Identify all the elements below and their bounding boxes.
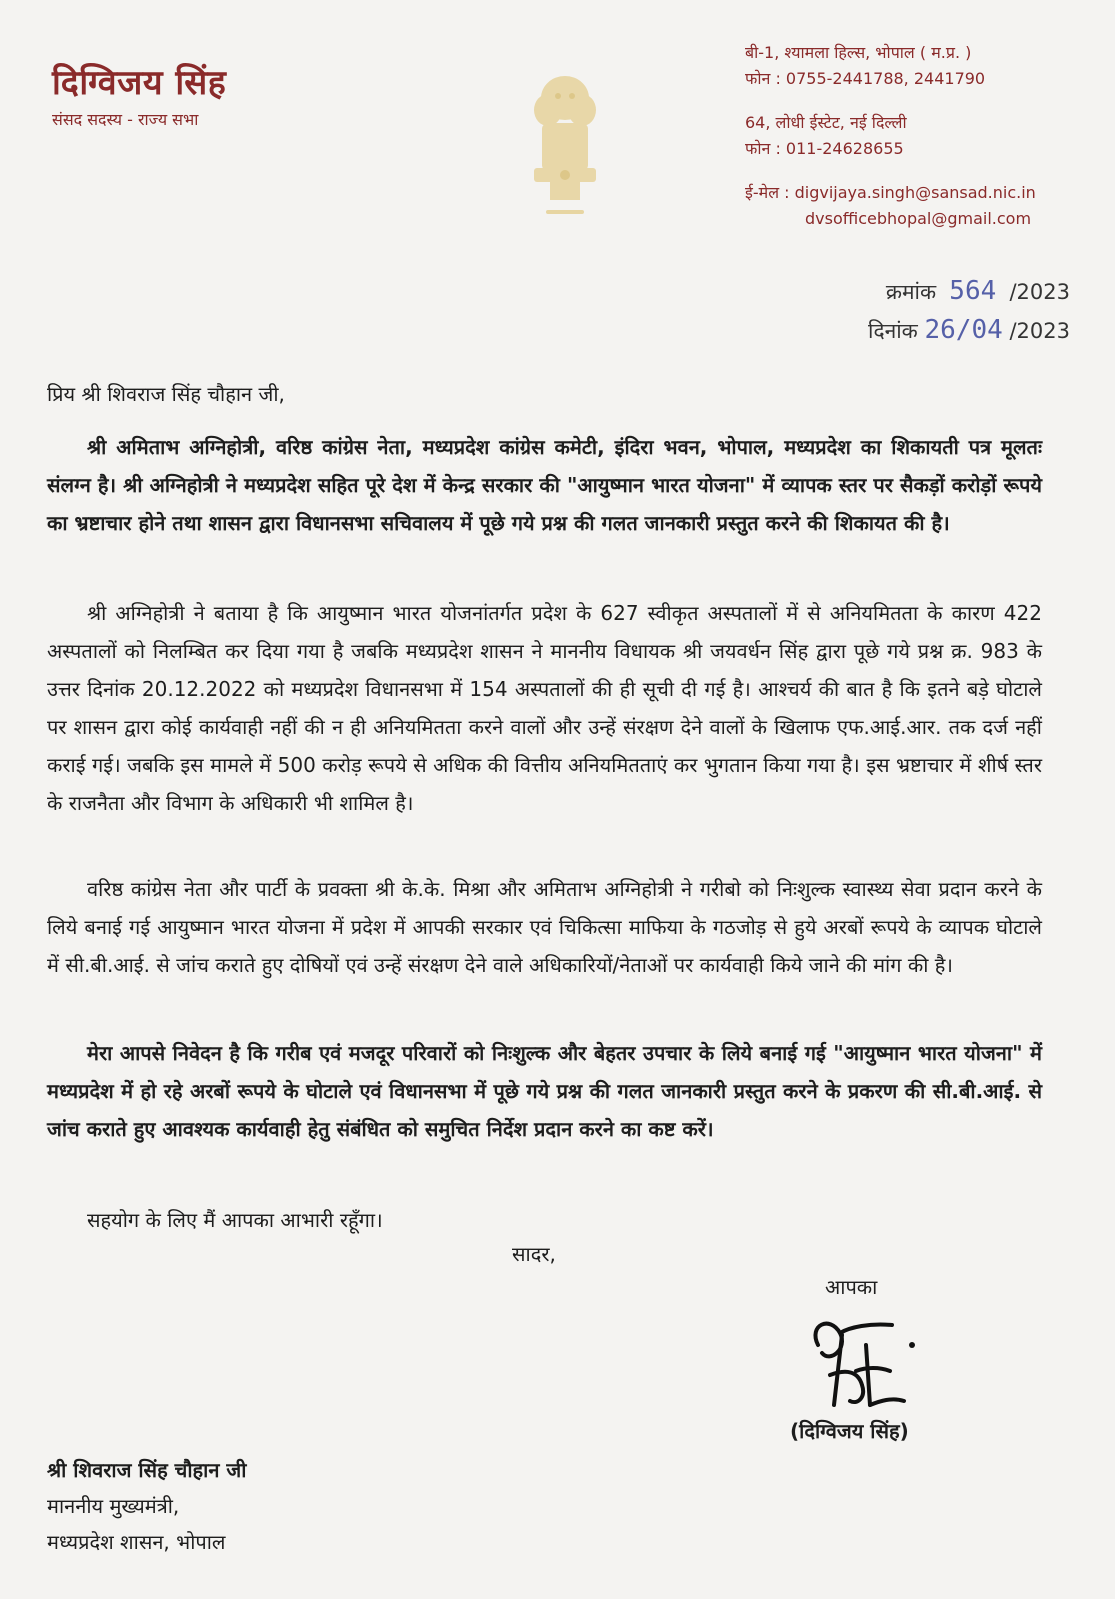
paragraph-demand: वरिष्ठ कांग्रेस नेता और पार्टी के प्रवक्ता श्री के.के. मिश्रा और अमिताभ अग्निहोत्री ने गरीबो को निःशुल्क स्वास्थ्य सेवा प्रदान करने के लिये बनाई गई आयुष्मान भारत योजना में प्रदेश में आपकी सरकार एवं चिकित्सा माफिया के गठजोड़ से हुये अरबों रूपये के व्यापक घोटाले में सी.बी.आई. से जांच कराते हुए दोषियों एवं उन्हें संरक्षण देने वाले अधिकारियों/नेताओं पर कार्यवाही किये जाने की मांग की है। — [47, 877, 1042, 977]
addressee-block — [47, 1452, 246, 1560]
email-secondary: dvsofficebhopal@gmail.com — [805, 209, 1032, 228]
email-primary: ई-मेल : digvijaya.singh@sansad.nic.in — [745, 183, 1036, 202]
signature-icon — [800, 1305, 930, 1415]
reference-number-value: 564 — [949, 276, 997, 306]
reference-date-value: 26/04 — [924, 315, 1003, 345]
contact-block — [745, 40, 1095, 232]
reference-date — [800, 311, 1070, 350]
paragraph-complaint: श्री अमिताभ अग्निहोत्री, वरिष्ठ कांग्रेस नेता, मध्यप्रदेश कांग्रेस कमेटी, इंदिरा भवन, भोपाल, मध्यप्रदेश का शिकायती पत्र मूलतः संलग्न है। श्री अग्निहोत्री ने मध्यप्रदेश सहित पूरे देश में केन्द्र सरकार की "आयुष्मान भारत योजना" में व्यापक स्तर पर सैकड़ों करोड़ों रूपये का भ्रष्टाचार होने तथा शासन द्वारा विधानसभा सचिवालय में पूछे गये प्रश्न की गलत जानकारी प्रस्तुत करने की शिकायत की है। — [47, 435, 1042, 535]
reference-block — [800, 272, 1070, 350]
addressee-designation: माननीय मुख्यमंत्री, — [47, 1494, 180, 1518]
reference-number — [800, 272, 1070, 311]
delhi-address: 64, लोधी ईस्टेट, नई दिल्ली — [745, 113, 907, 132]
reference-number-suffix: /2023 — [1009, 280, 1070, 304]
addressee-name: श्री शिवराज सिंह चौहान जी — [47, 1458, 247, 1482]
salutation: प्रिय श्री शिवराज सिंह चौहान जी, — [47, 382, 285, 406]
paragraph-details: श्री अग्निहोत्री ने बताया है कि आयुष्मान भारत योजनांतर्गत प्रदेश के 627 स्वीकृत अस्पतालों में से अनियमितता के कारण 422 अस्पतालों को निलम्बित कर दिया गया है जबकि मध्यप्रदेश शासन ने माननीय विधायक श्री जयवर्धन सिंह द्वारा पूछे गये प्रश्न क्र. 983 के उत्तर दिनांक 20.12.2022 को मध्यप्रदेश विधानसभा में 154 अस्पतालों की ही सूची दी गई है। आश्चर्य की बात है कि इतने बड़े घोटाले पर शासन द्वारा कोई कार्यवाही नहीं की न ही अनियमितता करने वालों और उन्हें संरक्षण देने वालों के खिलाफ एफ.आई.आर. तक दर्ज नहीं कराई गई। जबकि इस मामले में 500 करोड़ रूपये से अधिक की वित्तीय अनियमितताएं कर भुगतान किया गया है। इस भ्रष्टाचार में शीर्ष स्तर के राजनैता और विभाग के अधिकारी भी शामिल है। — [47, 601, 1042, 815]
thanks-line: सहयोग के लिए मैं आपका आभारी रहूँगा। — [87, 1208, 383, 1232]
reference-number-label: क्रमांक — [885, 280, 937, 304]
closing-yours: आपका — [825, 1275, 878, 1299]
sender-name: दिग्विजय सिंह — [52, 63, 227, 103]
sender-designation: संसद सदस्य - राज्य सभा — [52, 110, 199, 129]
national-emblem-icon — [520, 68, 610, 228]
signer-name: (दिग्विजय सिंह) — [790, 1419, 909, 1443]
bhopal-phone: फोन : 0755-2441788, 2441790 — [745, 69, 986, 88]
sadar-line: सादर, — [512, 1242, 556, 1266]
reference-date-label: दिनांक — [868, 319, 918, 343]
reference-date-suffix: /2023 — [1009, 319, 1070, 343]
addressee-office: मध्यप्रदेश शासन, भोपाल — [47, 1530, 226, 1554]
delhi-phone: फोन : 011-24628655 — [745, 139, 904, 158]
paragraph-request: मेरा आपसे निवेदन है कि गरीब एवं मजदूर परिवारों को निःशुल्क और बेहतर उपचार के लिये बनाई गई "आयुष्मान भारत योजना" में मध्यप्रदेश में हो रहे अरबों रूपये के घोटाले एवं विधानसभा में पूछे गये प्रश्न की गलत जानकारी प्रस्तुत करने के प्रकरण की सी.बी.आई. से जांच कराते हुए आवश्यक कार्यवाही हेतु संबंधित को समुचित निर्देश प्रदान करने का कष्ट करें। — [47, 1041, 1042, 1141]
bhopal-address: बी-1, श्यामला हिल्स, भोपाल ( म.प्र. ) — [745, 43, 972, 62]
